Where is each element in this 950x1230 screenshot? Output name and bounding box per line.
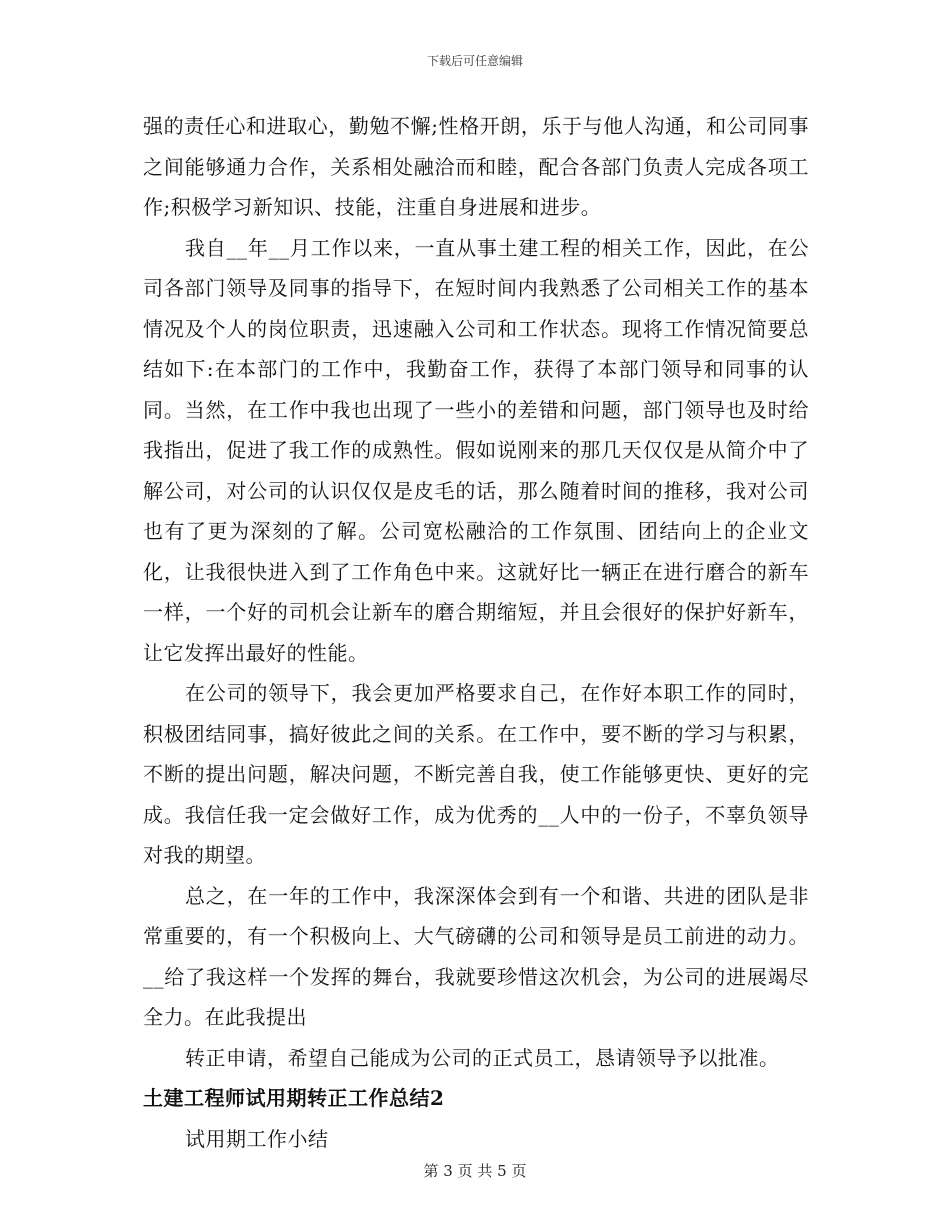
paragraph-conclusion: 总之，在一年的工作中，我深深体会到有一个和谐、共进的团队是非常重要的，有一个积极向上、大气磅礴的公司和领导是员工前进的动力。__给了我这样一个发挥的舞台，我就要珍惜这次机会，为公司的进展竭尽全力。在此我提出 (143, 883, 809, 1029)
page-header: 下载后可任意编辑 (426, 54, 523, 68)
paragraph-future-plan: 在公司的领导下，我会更加严格要求自己，在作好本职工作的同时，积极团结同事，搞好彼此之间的关系。在工作中，要不断的学习与积累，不断的提出问题，解决问题，不断完善自我，使工作能够更快、更好的完成。我信任我一定会做好工作，成为优秀的__人中的一份子，不辜负领导对我的期望。 (143, 681, 809, 867)
paragraph-continuation: 强的责任心和进取心，勤勉不懈;性格开朗，乐于与他人沟通，和公司同事之间能够通力合作，关系相处融洽而和睦，配合各部门负责人完成各项工作;积极学习新知识、技能，注重自身进展和进步。 (143, 114, 809, 219)
paragraph-application: 转正申请，希望自己能成为公司的正式员工，恳请领导予以批准。 (185, 1045, 780, 1070)
page-number: 第 3 页 共 5 页 (423, 1162, 527, 1180)
section-title: 土建工程师试用期转正工作总结2 (143, 1086, 445, 1110)
paragraph-subheading: 试用期工作小结 (185, 1126, 329, 1151)
document-body (143, 106, 809, 1159)
paragraph-work-experience: 我自__年__月工作以来，一直从事土建工程的相关工作，因此，在公司各部门领导及同事的指导下，在短时间内我熟悉了公司相关工作的基本情况及个人的岗位职责，迅速融入公司和工作状态。现将工作情况简要总结如下:在本部门的工作中，我勤奋工作，获得了本部门领导和同事的认同。当然，在工作中我也出现了一些小的差错和问题，部门领导也及时给我指出，促进了我工作的成熟性。假如说刚来的那几天仅仅是从简介中了解公司，对公司的认识仅仅是皮毛的话，那么随着时间的推移，我对公司也有了更为深刻的了解。公司宽松融洽的工作氛围、团结向上的企业文化，让我很快进入到了工作角色中来。这就好比一辆正在进行磨合的新车一样，一个好的司机会让新车的磨合期缩短，并且会很好的保护好新车，让它发挥出最好的性能。 (143, 235, 809, 665)
